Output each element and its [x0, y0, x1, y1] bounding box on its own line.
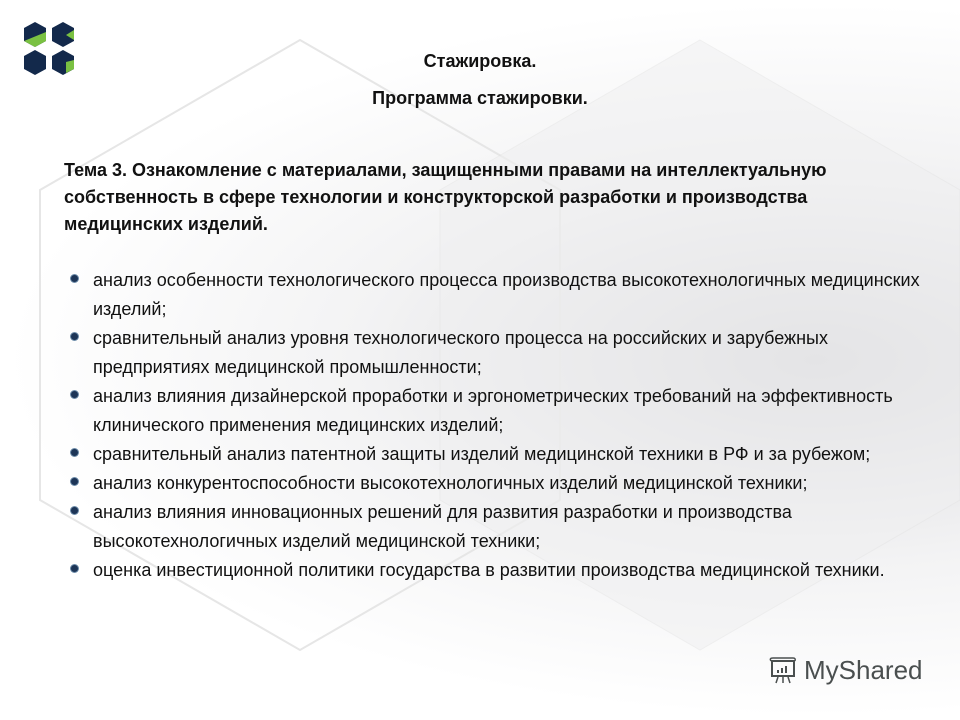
- slide-subtitle: Программа стажировки.: [372, 88, 588, 108]
- list-item: оценка инвестиционной политики государства в развитии производства медицинской техники.: [66, 556, 926, 585]
- topic-heading: Тема 3. Ознакомление с материалами, защищенными правами на интеллектуальную собственность в сфере технологии и конструкторской разработки и производства медицинских изделий.: [64, 160, 827, 234]
- bullet-icon: [71, 507, 78, 514]
- bullet-icon: [71, 391, 78, 398]
- presentation-board-icon: [768, 656, 798, 686]
- bullet-icon: [71, 478, 78, 485]
- bullet-icon: [71, 333, 78, 340]
- list-item: анализ особенности технологического процесса производства высокотехнологичных медицинских изделий;: [66, 266, 926, 324]
- bullet-icon: [71, 565, 78, 572]
- list-item: анализ конкурентоспособности высокотехнологичных изделий медицинской техники;: [66, 469, 926, 498]
- watermark-text: MyShared: [804, 655, 923, 685]
- watermark: [768, 655, 923, 686]
- list-item: анализ влияния дизайнерской проработки и эргонометрических требований на эффективность клинического применения медицинских изделий;: [66, 382, 926, 440]
- bullet-list: [66, 266, 926, 585]
- slide-title: Стажировка.: [423, 51, 537, 71]
- list-item: сравнительный анализ патентной защиты изделий медицинской техники в РФ и за рубежом;: [66, 440, 926, 469]
- list-item: сравнительный анализ уровня технологического процесса на российских и зарубежных предприятиях медицинской промышленности;: [66, 324, 926, 382]
- list-item: анализ влияния инновационных решений для развития разработки и производства высокотехнологичных изделий медицинской техники;: [66, 498, 926, 556]
- bullet-icon: [71, 449, 78, 456]
- bullet-icon: [71, 275, 78, 282]
